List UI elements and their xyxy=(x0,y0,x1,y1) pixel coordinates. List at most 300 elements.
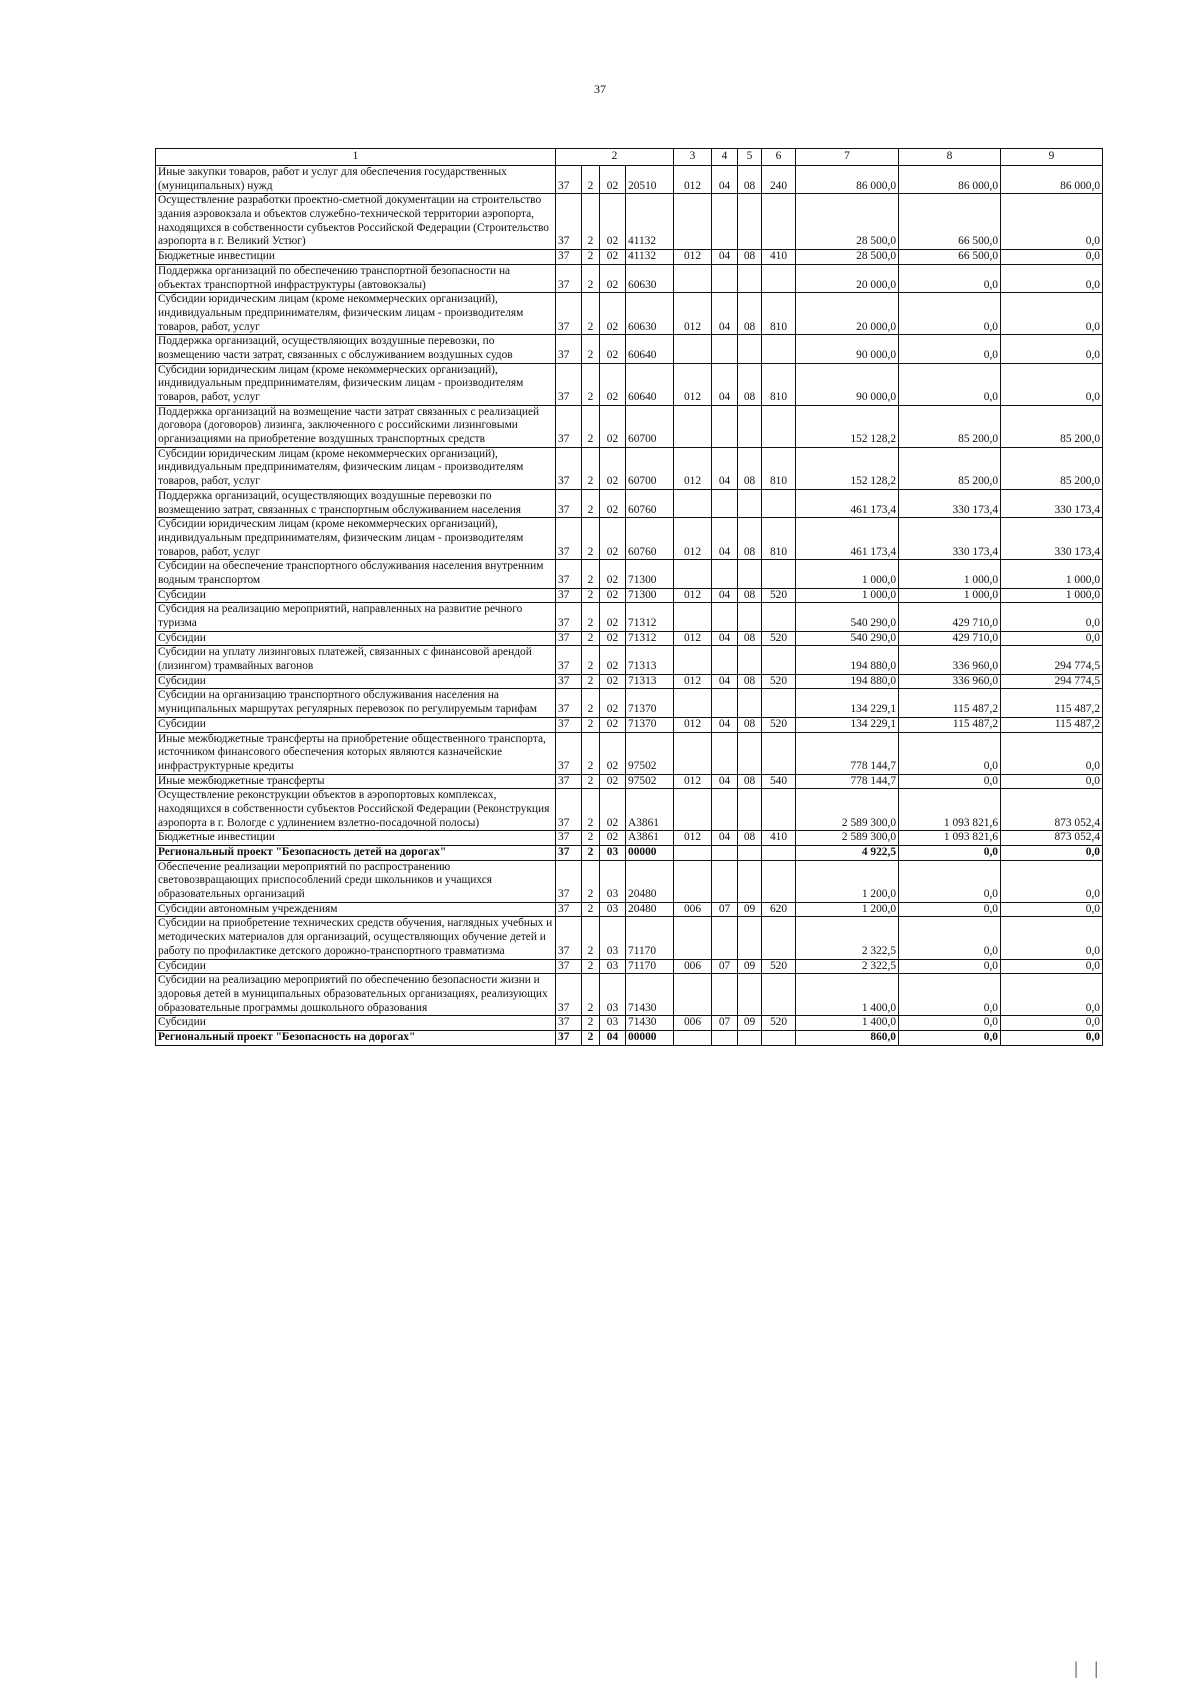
amount-year-3: 294 774,5 xyxy=(1001,646,1103,674)
code-program: 37 xyxy=(556,335,582,363)
col-header-1: 1 xyxy=(156,149,556,166)
code-main-event: 02 xyxy=(600,293,626,335)
code-subsection xyxy=(738,194,762,250)
code-subsection xyxy=(738,1030,762,1045)
amount-year-3: 0,0 xyxy=(1001,1030,1103,1045)
code-expense-type xyxy=(762,846,796,861)
code-direction: 71313 xyxy=(626,674,674,689)
code-section: 07 xyxy=(712,959,738,974)
code-program: 37 xyxy=(556,560,582,588)
amount-year-2: 1 093 821,6 xyxy=(899,831,1001,846)
code-expense-type xyxy=(762,603,796,631)
code-direction: 60630 xyxy=(626,264,674,292)
code-program: 37 xyxy=(556,588,582,603)
code-main-event: 02 xyxy=(600,335,626,363)
table-row xyxy=(156,974,1103,1016)
code-program: 37 xyxy=(556,846,582,861)
code-section xyxy=(712,560,738,588)
code-subsection: 09 xyxy=(738,1016,762,1031)
code-subprogram: 2 xyxy=(582,489,600,517)
code-program: 37 xyxy=(556,293,582,335)
code-expense-type: 810 xyxy=(762,363,796,405)
code-program: 37 xyxy=(556,860,582,902)
code-subsection xyxy=(738,689,762,717)
amount-year-1: 461 173,4 xyxy=(796,518,899,560)
amount-year-2: 66 500,0 xyxy=(899,250,1001,265)
code-subsection: 09 xyxy=(738,902,762,917)
table-row xyxy=(156,959,1103,974)
amount-year-3: 1 000,0 xyxy=(1001,560,1103,588)
table-row xyxy=(156,293,1103,335)
amount-year-2: 66 500,0 xyxy=(899,194,1001,250)
code-expense-type: 520 xyxy=(762,959,796,974)
amount-year-3: 330 173,4 xyxy=(1001,518,1103,560)
code-main-event: 02 xyxy=(600,250,626,265)
code-section: 04 xyxy=(712,166,738,194)
code-ministry xyxy=(674,264,712,292)
amount-year-2: 330 173,4 xyxy=(899,518,1001,560)
code-ministry: 006 xyxy=(674,959,712,974)
row-name: Иные закупки товаров, работ и услуг для обеспечения государственных (муниципальных) нужд xyxy=(156,166,556,194)
amount-year-3: 0,0 xyxy=(1001,363,1103,405)
code-section: 04 xyxy=(712,447,738,489)
code-subsection: 08 xyxy=(738,293,762,335)
code-expense-type: 240 xyxy=(762,166,796,194)
col-header-7: 7 xyxy=(796,149,899,166)
code-main-event: 02 xyxy=(600,588,626,603)
table-row xyxy=(156,860,1103,902)
code-program: 37 xyxy=(556,405,582,447)
code-subsection: 08 xyxy=(738,363,762,405)
code-main-event: 02 xyxy=(600,717,626,732)
code-subprogram: 2 xyxy=(582,250,600,265)
code-direction: 97502 xyxy=(626,732,674,774)
code-section xyxy=(712,689,738,717)
code-main-event: 02 xyxy=(600,264,626,292)
amount-year-3: 0,0 xyxy=(1001,250,1103,265)
header-row xyxy=(156,149,1103,166)
code-direction: А3861 xyxy=(626,831,674,846)
code-section: 04 xyxy=(712,717,738,732)
amount-year-1: 134 229,1 xyxy=(796,717,899,732)
code-program: 37 xyxy=(556,902,582,917)
amount-year-3: 0,0 xyxy=(1001,264,1103,292)
code-section: 07 xyxy=(712,902,738,917)
amount-year-2: 429 710,0 xyxy=(899,631,1001,646)
code-subprogram: 2 xyxy=(582,588,600,603)
amount-year-1: 20 000,0 xyxy=(796,264,899,292)
code-section: 04 xyxy=(712,250,738,265)
amount-year-1: 152 128,2 xyxy=(796,447,899,489)
code-expense-type xyxy=(762,689,796,717)
amount-year-2: 1 000,0 xyxy=(899,560,1001,588)
code-program: 37 xyxy=(556,363,582,405)
code-section xyxy=(712,974,738,1016)
code-expense-type xyxy=(762,732,796,774)
code-section xyxy=(712,860,738,902)
row-name: Субсидии на обеспечение транспортного обслуживания населения внутренним водным транспортом xyxy=(156,560,556,588)
code-expense-type xyxy=(762,860,796,902)
code-direction: 71170 xyxy=(626,959,674,974)
amount-year-3: 0,0 xyxy=(1001,335,1103,363)
amount-year-1: 28 500,0 xyxy=(796,194,899,250)
code-program: 37 xyxy=(556,974,582,1016)
amount-year-3: 330 173,4 xyxy=(1001,489,1103,517)
code-direction: А3861 xyxy=(626,789,674,831)
code-subprogram: 2 xyxy=(582,774,600,789)
code-main-event: 03 xyxy=(600,1016,626,1031)
table-row xyxy=(156,774,1103,789)
row-name: Иные межбюджетные трансферты на приобретение общественного транспорта, источником финансового обеспечения которых являются казначейские инфраструктурные кредиты xyxy=(156,732,556,774)
code-subsection: 08 xyxy=(738,166,762,194)
code-main-event: 03 xyxy=(600,917,626,959)
code-ministry xyxy=(674,789,712,831)
code-program: 37 xyxy=(556,631,582,646)
amount-year-1: 134 229,1 xyxy=(796,689,899,717)
code-section: 04 xyxy=(712,293,738,335)
amount-year-1: 778 144,7 xyxy=(796,774,899,789)
code-ministry xyxy=(674,846,712,861)
amount-year-1: 1 400,0 xyxy=(796,974,899,1016)
row-name: Поддержка организаций, осуществляющих воздушные перевозки, по возмещению части затрат, связанных с обслуживанием воздушных судов xyxy=(156,335,556,363)
code-ministry: 012 xyxy=(674,831,712,846)
code-main-event: 03 xyxy=(600,974,626,1016)
table-row xyxy=(156,717,1103,732)
code-main-event: 02 xyxy=(600,631,626,646)
table-row xyxy=(156,489,1103,517)
code-ministry xyxy=(674,335,712,363)
code-subsection xyxy=(738,860,762,902)
code-program: 37 xyxy=(556,732,582,774)
code-main-event: 02 xyxy=(600,489,626,517)
code-section: 07 xyxy=(712,1016,738,1031)
code-program: 37 xyxy=(556,959,582,974)
code-direction: 97502 xyxy=(626,774,674,789)
code-direction: 71313 xyxy=(626,646,674,674)
code-ministry: 012 xyxy=(674,447,712,489)
row-name: Субсидии юридическим лицам (кроме некоммерческих организаций), индивидуальным предпринимателям, физическим лицам - производителям товаров, работ, услуг xyxy=(156,518,556,560)
col-header-9: 9 xyxy=(1001,149,1103,166)
row-name: Субсидии xyxy=(156,588,556,603)
code-subsection: 08 xyxy=(738,631,762,646)
code-subprogram: 2 xyxy=(582,959,600,974)
table-row xyxy=(156,194,1103,250)
amount-year-3: 1 000,0 xyxy=(1001,588,1103,603)
amount-year-3: 0,0 xyxy=(1001,846,1103,861)
row-name: Субсидии юридическим лицам (кроме некоммерческих организаций), индивидуальным предпринимателям, физическим лицам - производителям товаров, работ, услуг xyxy=(156,293,556,335)
code-main-event: 04 xyxy=(600,1030,626,1045)
code-main-event: 02 xyxy=(600,560,626,588)
code-subsection xyxy=(738,264,762,292)
amount-year-3: 0,0 xyxy=(1001,902,1103,917)
code-subsection xyxy=(738,917,762,959)
row-name: Поддержка организаций на возмещение части затрат связанных с реализацией договора (договоров) лизинга, заключенного с российскими лизинговыми организациями на приобретение воздушных транспортных средств xyxy=(156,405,556,447)
amount-year-3: 86 000,0 xyxy=(1001,166,1103,194)
amount-year-1: 152 128,2 xyxy=(796,405,899,447)
code-section xyxy=(712,846,738,861)
table-row xyxy=(156,250,1103,265)
code-direction: 71370 xyxy=(626,689,674,717)
code-main-event: 03 xyxy=(600,902,626,917)
row-name: Субсидии на организацию транспортного обслуживания населения на муниципальных маршрутах регулярных перевозок по регулируемым тарифам xyxy=(156,689,556,717)
code-program: 37 xyxy=(556,789,582,831)
code-ministry: 012 xyxy=(674,518,712,560)
code-direction: 00000 xyxy=(626,846,674,861)
col-header-2: 2 xyxy=(556,149,674,166)
table-row xyxy=(156,789,1103,831)
code-subsection: 08 xyxy=(738,447,762,489)
amount-year-1: 90 000,0 xyxy=(796,335,899,363)
row-name: Субсидии xyxy=(156,674,556,689)
code-section: 04 xyxy=(712,518,738,560)
amount-year-3: 0,0 xyxy=(1001,959,1103,974)
amount-year-2: 0,0 xyxy=(899,902,1001,917)
code-direction: 71430 xyxy=(626,1016,674,1031)
amount-year-1: 778 144,7 xyxy=(796,732,899,774)
table-row xyxy=(156,674,1103,689)
code-ministry xyxy=(674,405,712,447)
code-program: 37 xyxy=(556,1030,582,1045)
code-ministry: 012 xyxy=(674,293,712,335)
row-name: Поддержка организаций по обеспечению транспортной безопасности на объектах транспортной инфраструктуры (автовокзалы) xyxy=(156,264,556,292)
code-section xyxy=(712,405,738,447)
code-direction: 60640 xyxy=(626,363,674,405)
code-section xyxy=(712,1030,738,1045)
code-section xyxy=(712,335,738,363)
amount-year-1: 2 322,5 xyxy=(796,959,899,974)
code-direction: 71170 xyxy=(626,917,674,959)
amount-year-2: 85 200,0 xyxy=(899,447,1001,489)
code-main-event: 02 xyxy=(600,646,626,674)
code-main-event: 02 xyxy=(600,603,626,631)
row-name: Субсидии xyxy=(156,631,556,646)
code-direction: 71300 xyxy=(626,560,674,588)
code-direction: 20480 xyxy=(626,902,674,917)
code-main-event: 02 xyxy=(600,774,626,789)
code-main-event: 03 xyxy=(600,860,626,902)
code-main-event: 02 xyxy=(600,363,626,405)
amount-year-1: 2 589 300,0 xyxy=(796,831,899,846)
amount-year-2: 336 960,0 xyxy=(899,674,1001,689)
table-row xyxy=(156,902,1103,917)
code-main-event: 02 xyxy=(600,732,626,774)
table-row xyxy=(156,1016,1103,1031)
code-ministry: 006 xyxy=(674,902,712,917)
code-expense-type: 810 xyxy=(762,447,796,489)
code-ministry: 012 xyxy=(674,363,712,405)
amount-year-2: 0,0 xyxy=(899,774,1001,789)
table-row xyxy=(156,166,1103,194)
code-main-event: 02 xyxy=(600,789,626,831)
code-program: 37 xyxy=(556,264,582,292)
code-direction: 60630 xyxy=(626,293,674,335)
code-subsection xyxy=(738,603,762,631)
amount-year-3: 0,0 xyxy=(1001,917,1103,959)
code-expense-type xyxy=(762,789,796,831)
col-header-4: 4 xyxy=(712,149,738,166)
table-row xyxy=(156,732,1103,774)
code-subprogram: 2 xyxy=(582,689,600,717)
code-ministry xyxy=(674,974,712,1016)
code-subsection xyxy=(738,846,762,861)
amount-year-1: 194 880,0 xyxy=(796,674,899,689)
amount-year-1: 1 400,0 xyxy=(796,1016,899,1031)
table-row xyxy=(156,363,1103,405)
code-ministry xyxy=(674,489,712,517)
code-subsection xyxy=(738,560,762,588)
code-expense-type xyxy=(762,560,796,588)
amount-year-2: 115 487,2 xyxy=(899,717,1001,732)
code-section xyxy=(712,646,738,674)
amount-year-3: 85 200,0 xyxy=(1001,447,1103,489)
code-subsection xyxy=(738,646,762,674)
code-direction: 60760 xyxy=(626,489,674,517)
code-subprogram: 2 xyxy=(582,166,600,194)
code-ministry: 012 xyxy=(674,588,712,603)
code-main-event: 02 xyxy=(600,674,626,689)
amount-year-2: 336 960,0 xyxy=(899,646,1001,674)
code-main-event: 02 xyxy=(600,831,626,846)
code-ministry xyxy=(674,646,712,674)
amount-year-1: 1 200,0 xyxy=(796,860,899,902)
table-row xyxy=(156,831,1103,846)
code-section xyxy=(712,732,738,774)
code-expense-type xyxy=(762,264,796,292)
code-ministry: 012 xyxy=(674,717,712,732)
code-section xyxy=(712,264,738,292)
code-section: 04 xyxy=(712,631,738,646)
code-ministry: 012 xyxy=(674,250,712,265)
code-expense-type xyxy=(762,405,796,447)
amount-year-3: 873 052,4 xyxy=(1001,831,1103,846)
row-name: Региональный проект "Безопасность на дорогах" xyxy=(156,1030,556,1045)
amount-year-2: 0,0 xyxy=(899,1030,1001,1045)
code-subprogram: 2 xyxy=(582,560,600,588)
code-subsection xyxy=(738,335,762,363)
code-ministry: 012 xyxy=(674,166,712,194)
code-section xyxy=(712,489,738,517)
table-row xyxy=(156,603,1103,631)
code-subprogram: 2 xyxy=(582,732,600,774)
code-ministry: 012 xyxy=(674,774,712,789)
code-expense-type xyxy=(762,335,796,363)
code-subprogram: 2 xyxy=(582,789,600,831)
code-subprogram: 2 xyxy=(582,1030,600,1045)
amount-year-1: 86 000,0 xyxy=(796,166,899,194)
code-subsection xyxy=(738,405,762,447)
row-name: Субсидии на реализацию мероприятий по обеспечению безопасности жизни и здоровья детей в муниципальных образовательных организациях, реализующих образовательные программы дошкольного образования xyxy=(156,974,556,1016)
col-header-8: 8 xyxy=(899,149,1001,166)
code-main-event: 02 xyxy=(600,194,626,250)
amount-year-2: 115 487,2 xyxy=(899,689,1001,717)
amount-year-3: 0,0 xyxy=(1001,774,1103,789)
code-ministry xyxy=(674,732,712,774)
code-section xyxy=(712,917,738,959)
row-name: Субсидии юридическим лицам (кроме некоммерческих организаций), индивидуальным предпринимателям, физическим лицам - производителям товаров, работ, услуг xyxy=(156,363,556,405)
amount-year-3: 0,0 xyxy=(1001,603,1103,631)
amount-year-2: 0,0 xyxy=(899,1016,1001,1031)
amount-year-1: 2 322,5 xyxy=(796,917,899,959)
code-main-event: 03 xyxy=(600,959,626,974)
code-direction: 20510 xyxy=(626,166,674,194)
code-expense-type xyxy=(762,917,796,959)
code-program: 37 xyxy=(556,250,582,265)
amount-year-2: 0,0 xyxy=(899,917,1001,959)
code-expense-type: 540 xyxy=(762,774,796,789)
amount-year-2: 0,0 xyxy=(899,264,1001,292)
row-name: Региональный проект "Безопасность детей на дорогах" xyxy=(156,846,556,861)
row-name: Осуществление разработки проектно-сметной документации на строительство здания аэровокзала и объектов служебно-технической территории аэропорта, находящихся в собственности субъектов Российской Федерации (Строительство аэропорта в г. Великий Устюг) xyxy=(156,194,556,250)
code-ministry xyxy=(674,917,712,959)
code-direction: 71312 xyxy=(626,603,674,631)
code-program: 37 xyxy=(556,674,582,689)
code-subprogram: 2 xyxy=(582,194,600,250)
table-row xyxy=(156,560,1103,588)
amount-year-3: 294 774,5 xyxy=(1001,674,1103,689)
amount-year-1: 1 000,0 xyxy=(796,588,899,603)
amount-year-2: 85 200,0 xyxy=(899,405,1001,447)
code-expense-type: 520 xyxy=(762,717,796,732)
amount-year-3: 0,0 xyxy=(1001,631,1103,646)
code-direction: 71430 xyxy=(626,974,674,1016)
code-expense-type: 620 xyxy=(762,902,796,917)
row-name: Обеспечение реализации мероприятий по распространению световозвращающих приспособлений среди школьников и учащихся образовательных организаций xyxy=(156,860,556,902)
table-row xyxy=(156,846,1103,861)
amount-year-2: 1 000,0 xyxy=(899,588,1001,603)
table-row xyxy=(156,646,1103,674)
amount-year-1: 461 173,4 xyxy=(796,489,899,517)
code-subprogram: 2 xyxy=(582,631,600,646)
code-program: 37 xyxy=(556,518,582,560)
row-name: Субсидии на уплату лизинговых платежей, связанных с финансовой арендой (лизингом) трамвайных вагонов xyxy=(156,646,556,674)
table-row xyxy=(156,447,1103,489)
amount-year-2: 0,0 xyxy=(899,959,1001,974)
code-program: 37 xyxy=(556,689,582,717)
code-subprogram: 2 xyxy=(582,405,600,447)
code-expense-type: 810 xyxy=(762,293,796,335)
table-row xyxy=(156,689,1103,717)
page-number: 37 xyxy=(594,82,606,96)
row-name: Субсидия на реализацию мероприятий, направленных на развитие речного туризма xyxy=(156,603,556,631)
code-subprogram: 2 xyxy=(582,717,600,732)
code-expense-type xyxy=(762,646,796,674)
amount-year-1: 20 000,0 xyxy=(796,293,899,335)
row-name: Бюджетные инвестиции xyxy=(156,250,556,265)
code-main-event: 02 xyxy=(600,689,626,717)
code-subsection: 09 xyxy=(738,959,762,974)
code-subprogram: 2 xyxy=(582,447,600,489)
row-name: Поддержка организаций, осуществляющих воздушные перевозки по возмещению затрат, связанных с транспортным обслуживанием населения xyxy=(156,489,556,517)
code-subprogram: 2 xyxy=(582,264,600,292)
amount-year-1: 4 922,5 xyxy=(796,846,899,861)
code-subsection: 08 xyxy=(738,588,762,603)
table-row xyxy=(156,588,1103,603)
code-expense-type xyxy=(762,1030,796,1045)
code-ministry xyxy=(674,860,712,902)
code-section xyxy=(712,194,738,250)
table-row xyxy=(156,1030,1103,1045)
row-name: Иные межбюджетные трансферты xyxy=(156,774,556,789)
amount-year-1: 540 290,0 xyxy=(796,603,899,631)
code-section: 04 xyxy=(712,363,738,405)
table-row xyxy=(156,518,1103,560)
code-subsection: 08 xyxy=(738,250,762,265)
code-subprogram: 2 xyxy=(582,646,600,674)
amount-year-1: 2 589 300,0 xyxy=(796,789,899,831)
code-direction: 60700 xyxy=(626,447,674,489)
amount-year-3: 0,0 xyxy=(1001,293,1103,335)
code-subprogram: 2 xyxy=(582,831,600,846)
